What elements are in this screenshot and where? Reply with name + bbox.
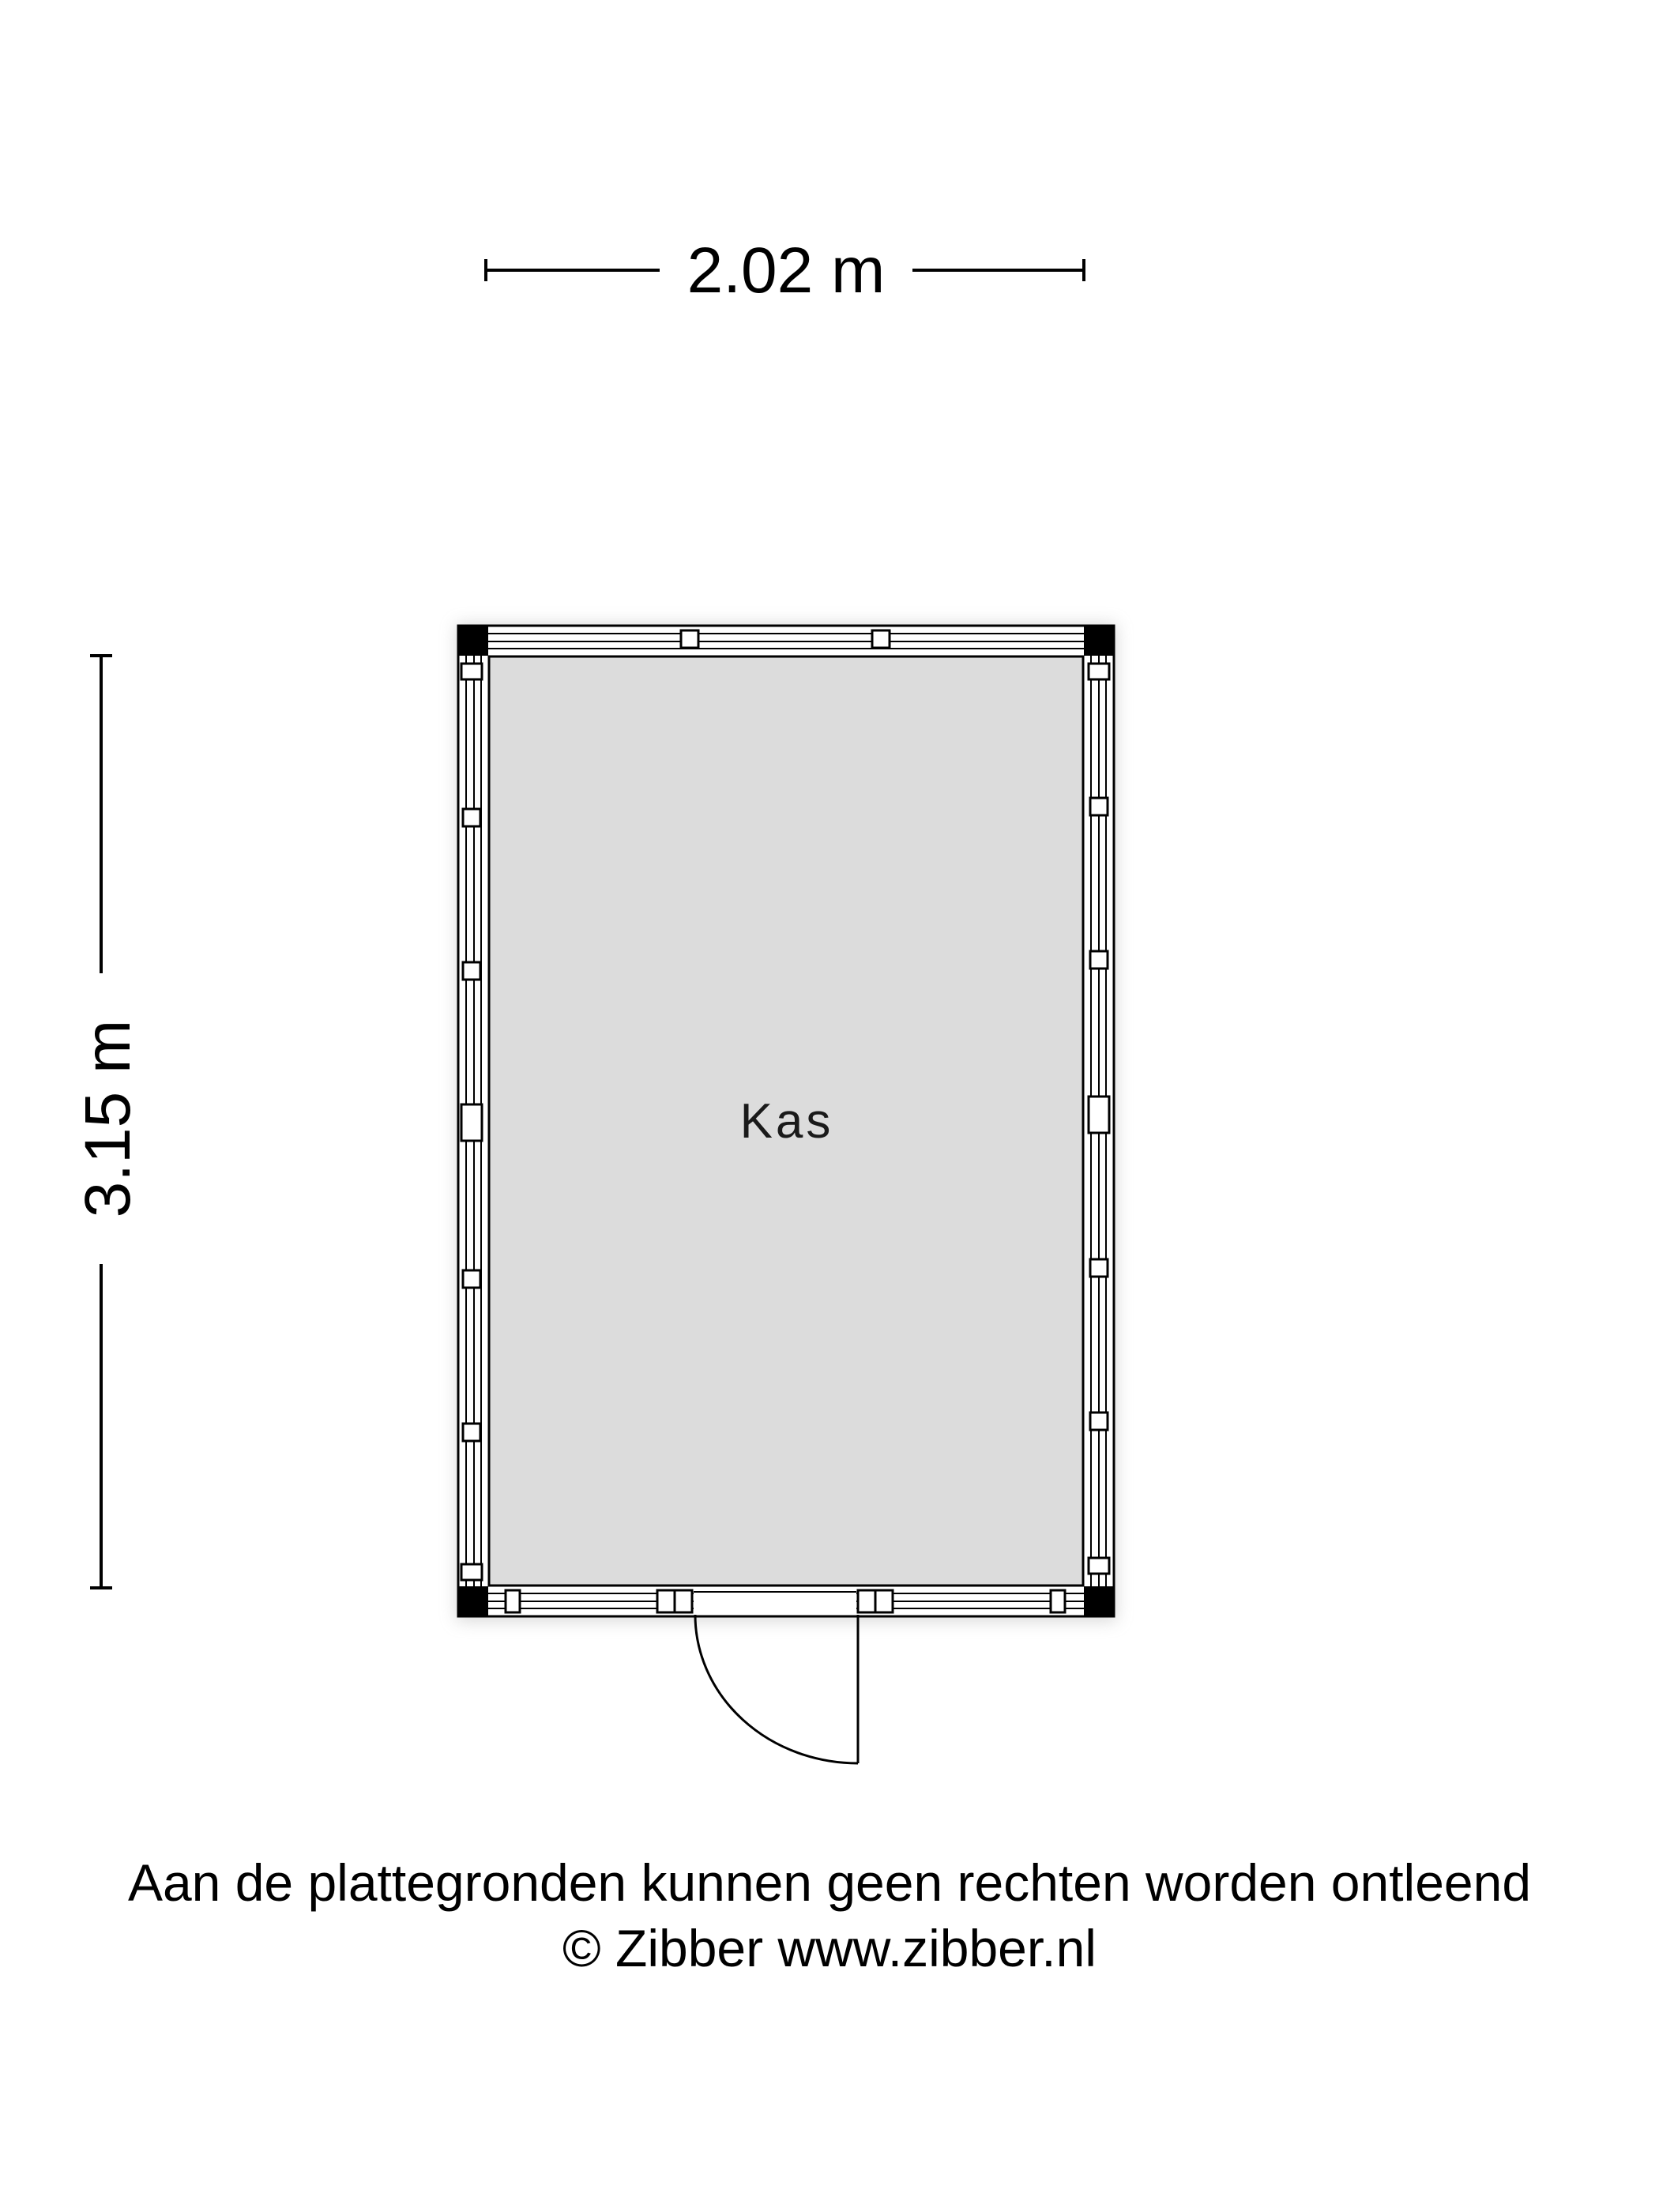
height-dimension xyxy=(72,656,144,1588)
width-label: 2.02 m xyxy=(687,235,886,307)
disclaimer-text: Aan de plattegronden kunnen geen rechten worden ontleend xyxy=(127,1853,1532,1912)
door-swing xyxy=(695,1615,858,1763)
copyright-text: © Zibber www.zibber.nl xyxy=(562,1919,1097,1977)
room-label: Kas xyxy=(739,1094,834,1149)
width-dimension xyxy=(486,235,1084,307)
height-label: 3.15 m xyxy=(72,1019,144,1218)
